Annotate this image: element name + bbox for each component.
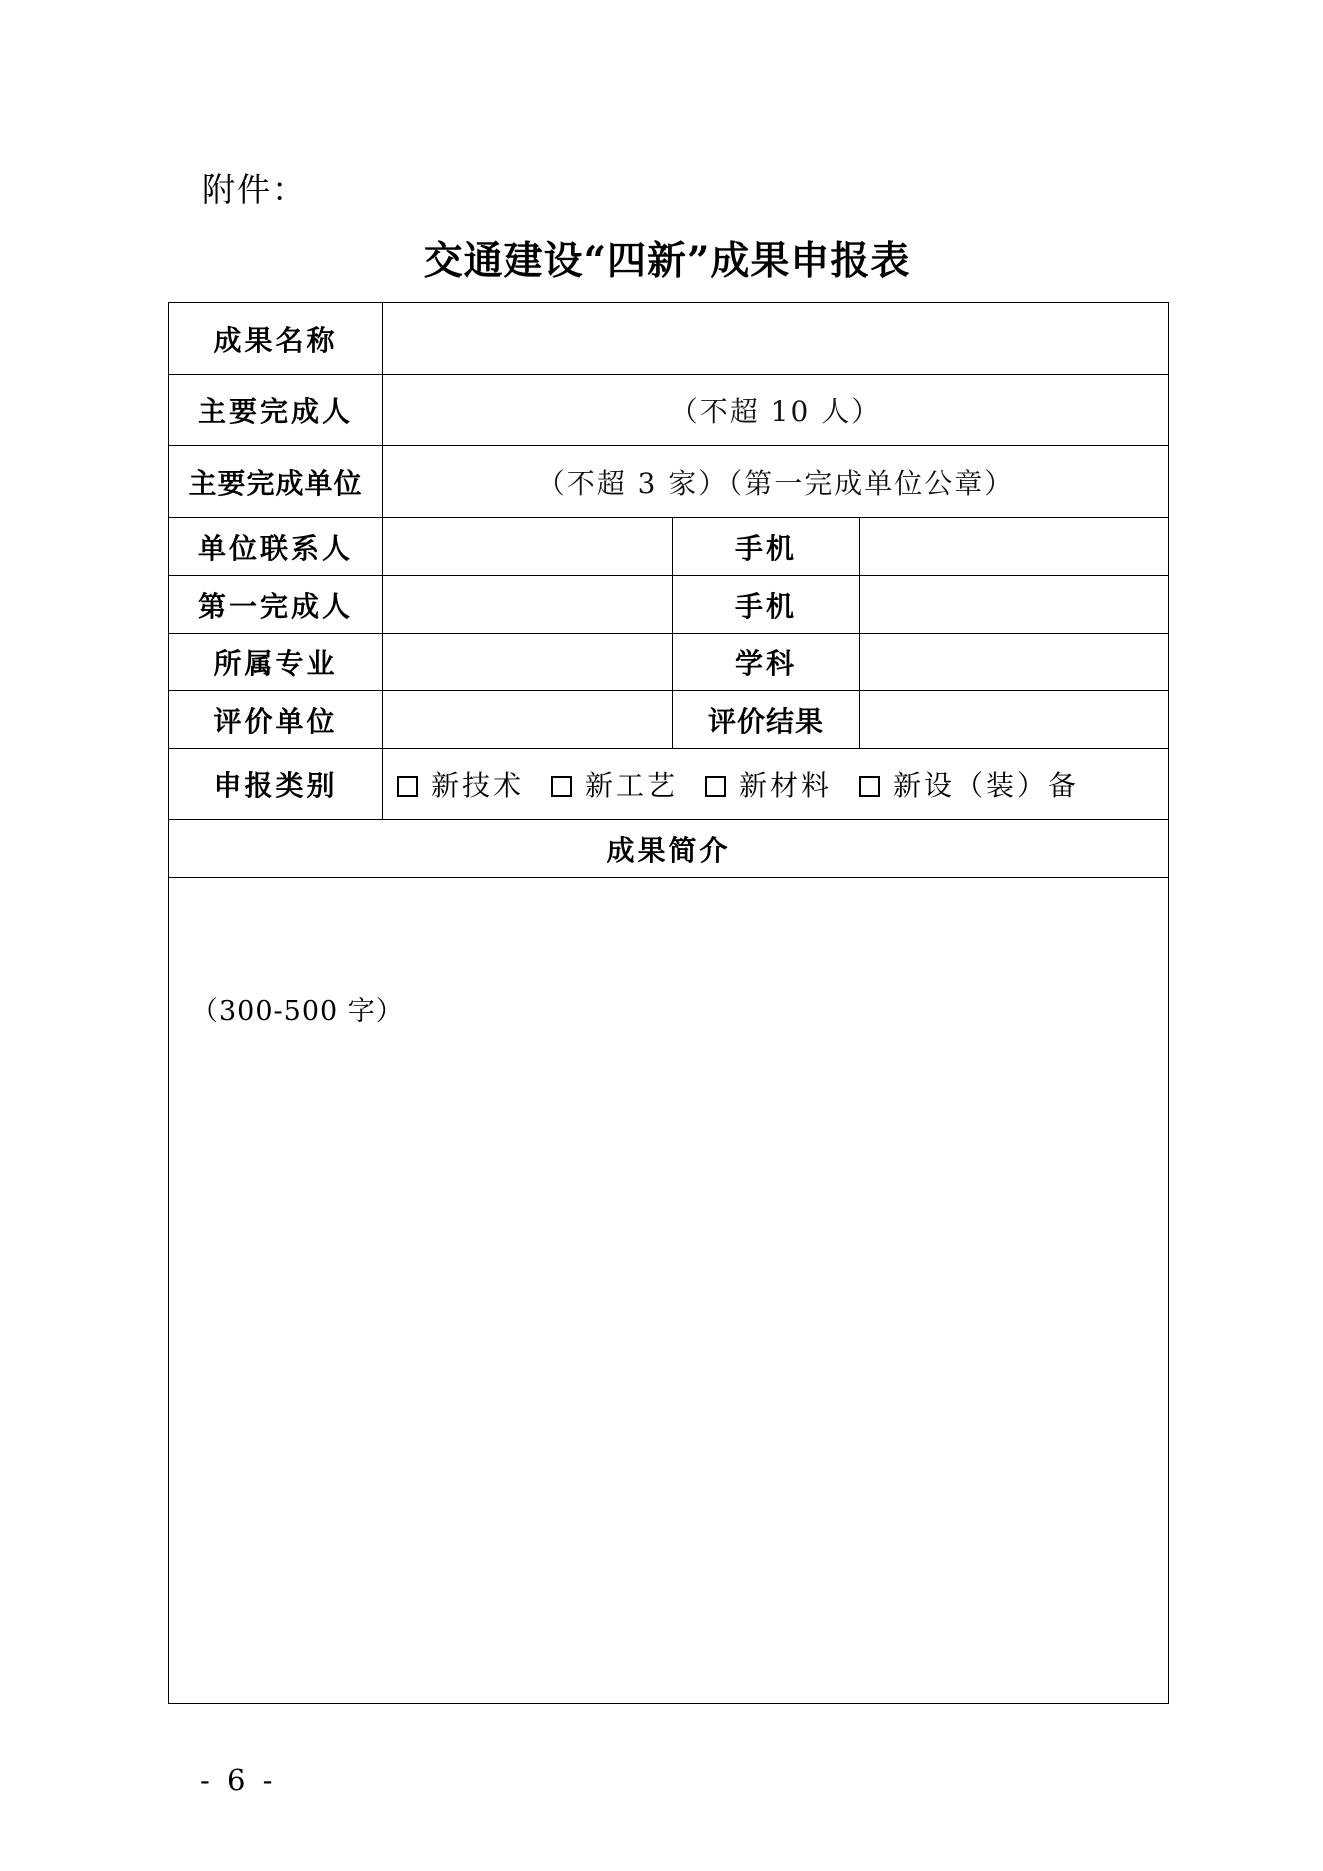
unit-contact-field[interactable]	[383, 518, 673, 576]
row-category	[169, 749, 1169, 820]
row-evaluation	[169, 691, 1169, 749]
unit-contact-label: 单位联系人	[169, 518, 383, 576]
main-contributors-label: 主要完成人	[169, 375, 383, 446]
evaluation-unit-field[interactable]	[383, 691, 673, 749]
declaration-form	[168, 302, 1169, 1704]
row-main-contributors	[169, 375, 1169, 446]
row-result-name	[169, 303, 1169, 375]
summary-hint: （300-500 字）	[191, 996, 404, 1027]
summary-header: 成果简介	[169, 820, 1169, 878]
category-option-new-equipment[interactable]	[859, 764, 1079, 804]
first-contributor-label: 第一完成人	[169, 576, 383, 634]
main-units-label: 主要完成单位	[169, 446, 383, 518]
result-name-label: 成果名称	[169, 303, 383, 375]
checkbox-icon[interactable]	[859, 776, 880, 797]
discipline-field[interactable]	[860, 634, 1169, 691]
summary-field[interactable]	[169, 878, 1169, 1704]
row-main-units	[169, 446, 1169, 518]
category-option-new-material[interactable]	[705, 764, 832, 804]
main-contributors-hint: （不超 10 人）	[669, 395, 882, 428]
main-units-hint: （不超 3 家）（第一完成单位公章）	[536, 466, 1015, 500]
result-name-field[interactable]	[383, 303, 1169, 375]
category-label: 申报类别	[169, 749, 383, 820]
page-number: - 6 -	[200, 1763, 277, 1797]
evaluation-result-label: 评价结果	[673, 691, 860, 749]
first-contributor-field[interactable]	[383, 576, 673, 634]
first-contributor-phone-field[interactable]	[860, 576, 1169, 634]
unit-contact-phone-field[interactable]	[860, 518, 1169, 576]
category-option-label: 新设（装）备	[893, 769, 1080, 802]
discipline-label: 学科	[673, 634, 860, 691]
row-first-contributor	[169, 576, 1169, 634]
row-summary-body	[169, 878, 1169, 1704]
category-option-new-technology[interactable]	[397, 764, 524, 804]
category-option-label: 新工艺	[585, 769, 679, 802]
evaluation-result-field[interactable]	[860, 691, 1169, 749]
attachment-label: 附件：	[202, 170, 307, 209]
category-option-label: 新材料	[739, 769, 833, 802]
evaluation-unit-label: 评价单位	[169, 691, 383, 749]
category-option-label: 新技术	[431, 769, 525, 802]
category-option-new-process[interactable]	[551, 764, 678, 804]
row-unit-contact	[169, 518, 1169, 576]
checkbox-icon[interactable]	[551, 776, 572, 797]
checkbox-icon[interactable]	[397, 776, 418, 797]
row-specialty	[169, 634, 1169, 691]
checkbox-icon[interactable]	[705, 776, 726, 797]
main-units-field[interactable]	[383, 446, 1169, 518]
row-summary-header	[169, 820, 1169, 878]
main-contributors-field[interactable]	[383, 375, 1169, 446]
document-title: 交通建设“四新”成果申报表	[423, 238, 911, 284]
category-options	[383, 749, 1169, 820]
unit-contact-phone-label: 手机	[673, 518, 860, 576]
first-contributor-phone-label: 手机	[673, 576, 860, 634]
specialty-field[interactable]	[383, 634, 673, 691]
specialty-label: 所属专业	[169, 634, 383, 691]
